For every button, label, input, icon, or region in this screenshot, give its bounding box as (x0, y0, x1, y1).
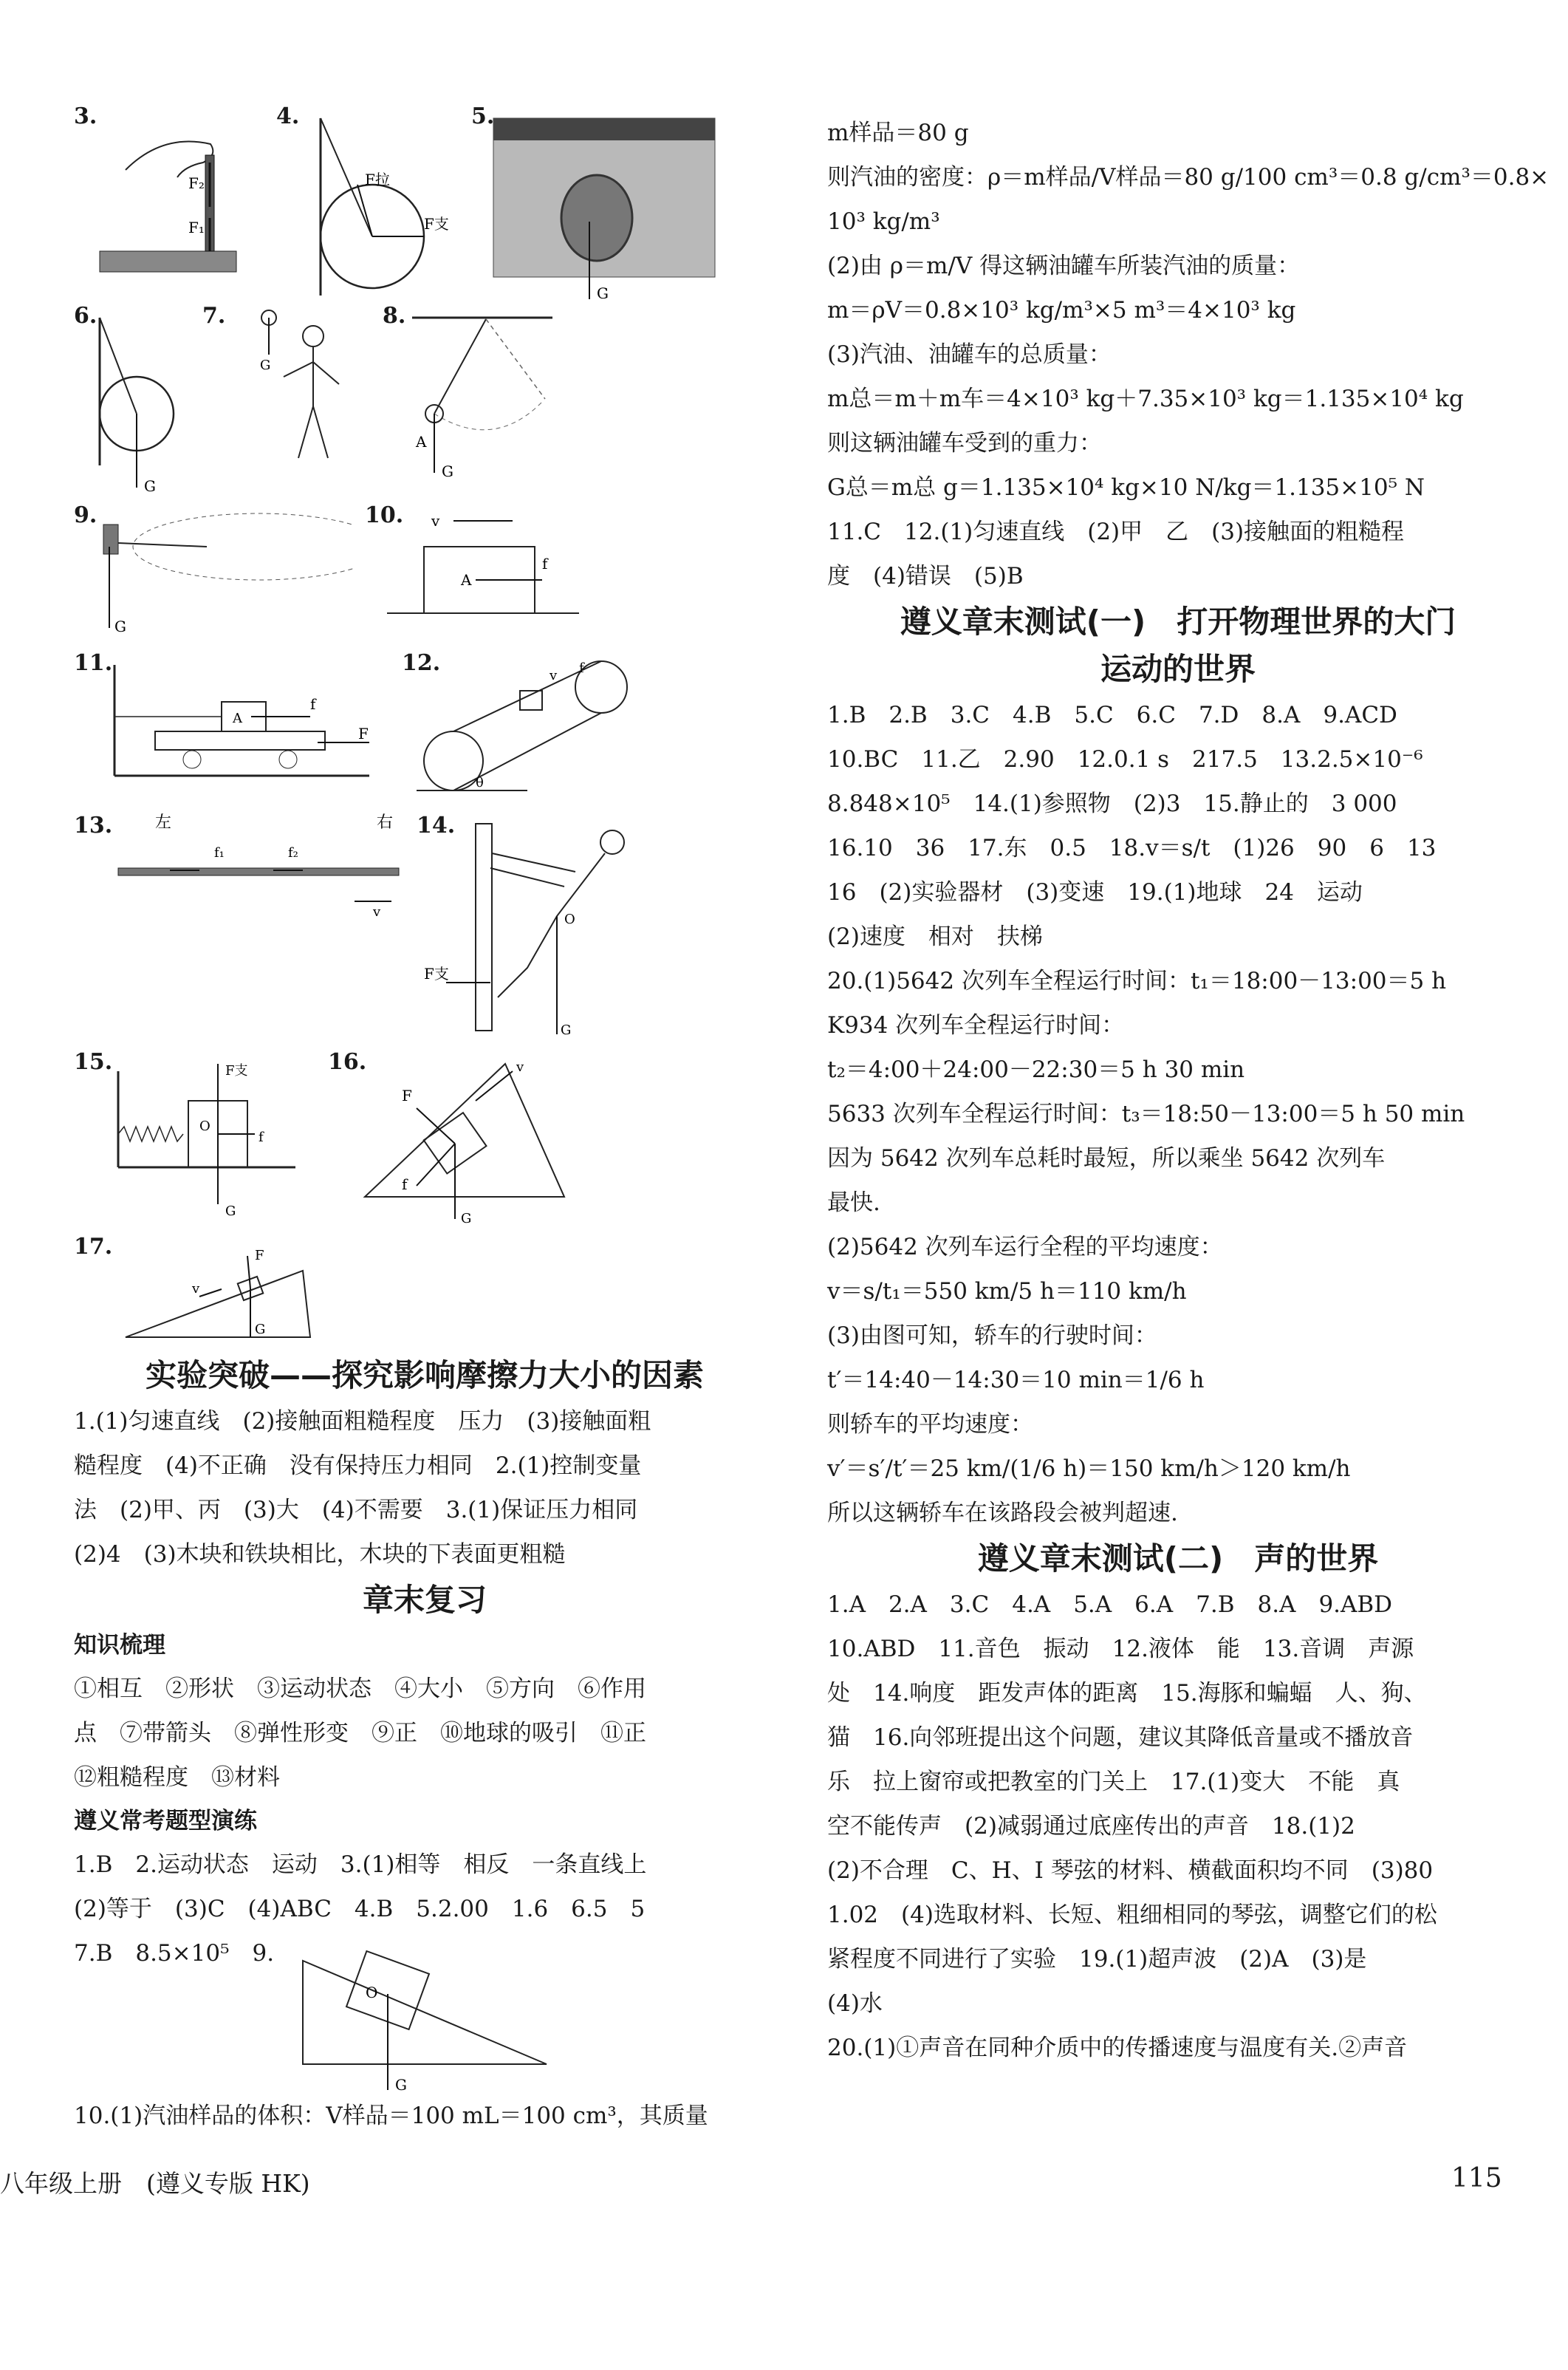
test-1-line: 20.(1)5642 次列车全程运行时间：t₁＝18:00－13:00＝5 h (827, 968, 1447, 994)
figure-practice-9 (288, 1946, 598, 2094)
practice-line: 1.B 2.运动状态 运动 3.(1)相等 相反 一条直线上 (74, 1851, 647, 1878)
answer-line: 11.C 12.(1)匀速直线 (2)甲 乙 (3)接触面的粗糙程 (827, 519, 1405, 545)
o-label-14: O (564, 912, 575, 927)
theta-label: θ (476, 775, 484, 790)
figure-9: 9. G (74, 502, 355, 643)
figure-17-diagram (74, 1234, 340, 1345)
f-la-label: F拉 (365, 171, 390, 188)
test-2-line: 处 14.响度 距发声体的距离 15.海豚和蝙蝠 人、狗、 (827, 1680, 1427, 1707)
figure-17: 17. F v G (74, 1234, 340, 1345)
f-label-12: f (579, 660, 584, 676)
test-1-line: 1.B 2.B 3.C 4.B 5.C 6.C 7.D 8.A 9.ACD (827, 702, 1397, 728)
test-2-line: 猫 16.向邻班提出这个问题，建议其降低音量或不播放音 (827, 1724, 1414, 1751)
test-1-line: K934 次列车全程运行时间： (827, 1012, 1125, 1039)
test-2-line: 1.A 2.A 3.C 4.A 5.A 6.A 7.B 8.A 9.ABD (827, 1591, 1393, 1618)
answer-line: (3)汽油、油罐车的总质量： (827, 341, 1112, 368)
test-1-line: 则轿车的平均速度： (827, 1411, 1033, 1438)
figure-12: 12. θ v f (402, 650, 646, 805)
figure-row-4 (74, 650, 776, 813)
figure-4-diagram (276, 103, 461, 296)
test-1-line: 所以这辆轿车在该路段会被判超速. (827, 1500, 1178, 1526)
f-zhi-label-4: F支 (424, 215, 449, 233)
test-1-line: t′＝14:40－14:30＝10 min＝1/6 h (827, 1367, 1205, 1393)
figure-15-diagram (74, 1049, 318, 1226)
v-label-13: v (373, 904, 381, 920)
practice-line: 7.B 8.5×10⁵ 9. (74, 1940, 275, 1967)
right-column (827, 111, 1550, 2070)
answer-line: m样品＝80 g (827, 120, 969, 146)
figure-8-diagram (383, 303, 575, 495)
figure-6: 6. G (74, 303, 192, 495)
v-label-10: v (431, 512, 440, 530)
answer-line: G总＝m总 g＝1.135×10⁴ kg×10 N/kg＝1.135×10⁵ N (827, 474, 1425, 501)
test-1-title: 遵义章末测试(一) 打开物理世界的大门 (900, 604, 1456, 640)
test-1-line: 10.BC 11.乙 2.90 12.0.1 s 217.5 13.2.5×10⁻⁶ (827, 746, 1423, 773)
test-1-line: v＝s/t₁＝550 km/5 h＝110 km/h (827, 1278, 1187, 1305)
figure-row-1 (74, 103, 776, 303)
f2-label: F₂ (188, 174, 205, 192)
knowledge-line: ①相互 ②形状 ③运动状态 ④大小 ⑤方向 ⑥作用 (74, 1676, 646, 1702)
figure-3-diagram (74, 103, 266, 296)
test-1-line: 16 (2)实验器材 (3)变速 19.(1)地球 24 运动 (827, 879, 1363, 906)
g-label-6: G (144, 477, 156, 495)
answer-line: 则汽油的密度：ρ＝m样品/V样品＝80 g/100 cm³＝0.8 g/cm³＝0.8× (827, 164, 1550, 191)
f-label-16: f (402, 1175, 408, 1193)
experiment-line: 1.(1)匀速直线 (2)接触面粗糙程度 压力 (3)接触面粗 (74, 1408, 651, 1435)
page-number: 115 (1451, 2163, 1502, 2193)
section-experiment-title: 实验突破——探究影响摩擦力大小的因素 (145, 1357, 704, 1393)
f1-label: F₁ (188, 219, 205, 236)
figure-7-diagram (202, 303, 372, 495)
g-label-p9: G (395, 2076, 407, 2094)
answer-line: (2)由 ρ＝m/V 得这辆油罐车所装汽油的质量： (827, 253, 1301, 279)
big-f-label-16: F (402, 1087, 412, 1104)
a-label-8: A (416, 433, 427, 451)
right-label: 右 (377, 813, 394, 832)
figure-5-photo (471, 103, 722, 303)
test-1-line: v′＝s′/t′＝25 km/(1/6 h)＝150 km/h＞120 km/h (827, 1455, 1351, 1482)
g-label-9: G (114, 618, 126, 635)
g-label-5: G (597, 284, 609, 302)
figure-11: 11. A f F (74, 650, 391, 805)
g-label-15: G (225, 1203, 236, 1219)
o-label-p9: O (366, 1984, 378, 2001)
test-2-line: (2)不合理 C、H、I 琴弦的材料、横截面积均不同 (3)80 (827, 1857, 1434, 1884)
test-1-subtitle: 运动的世界 (1100, 651, 1256, 687)
test-1-line: 因为 5642 次列车总耗时最短，所以乘坐 5642 次列车 (827, 1145, 1386, 1172)
practice-line: (2)等于 (3)C (4)ABC 4.B 5.2.00 1.6 6.5 5 (74, 1896, 646, 1922)
figure-13: 13. 左 右 f₁ f₂ v (74, 813, 406, 960)
f-label-10: f (542, 555, 548, 573)
test-1-line: (2)5642 次列车运行全程的平均速度： (827, 1234, 1223, 1260)
figure-4: 4. F拉 F支 (276, 103, 461, 296)
f-label-17: F (255, 1248, 264, 1263)
answer-line: 10³ kg/m³ (827, 208, 940, 235)
test-1-line: (2)速度 相对 扶梯 (827, 923, 1043, 950)
figure-16: 16. F f v G (328, 1049, 586, 1226)
f-zhi-label-14: F支 (424, 965, 449, 983)
answer-line: 则这辆油罐车受到的重力： (827, 430, 1102, 457)
experiment-line: 法 (2)甲、丙 (3)大 (4)不需要 3.(1)保证压力相同 (74, 1497, 638, 1523)
figure-5: 5. G (471, 103, 722, 303)
figure-row-5 (74, 813, 776, 1049)
a-label-10: A (461, 571, 472, 589)
figure-10: 10. v A f (365, 502, 586, 643)
practice-subtitle: 遵义常考题型演练 (74, 1808, 257, 1834)
left-column (74, 103, 776, 2138)
answer-line: 度 (4)错误 (5)B (827, 563, 1024, 590)
test-2-title: 遵义章末测试(二) 声的世界 (977, 1540, 1379, 1577)
g-label-17: G (255, 1322, 266, 1337)
left-label: 左 (155, 813, 172, 832)
experiment-line: (2)4 (3)木块和铁块相比，木块的下表面更粗糙 (74, 1541, 566, 1568)
answer-line: m＝ρV＝0.8×10³ kg/m³×5 m³＝4×10³ kg (827, 297, 1296, 324)
figure-9-diagram (74, 502, 355, 643)
g-label-7: G (260, 358, 271, 373)
figure-practice-9-diagram (288, 1946, 598, 2094)
test-2-line: (4)水 (827, 1990, 883, 2017)
section-review-title: 章末复习 (362, 1582, 487, 1618)
figure-row-7 (74, 1234, 776, 1352)
test-1-line: (3)由图可知，轿车的行驶时间： (827, 1322, 1157, 1349)
figure-11-diagram (74, 650, 391, 805)
big-f-label-11: F (358, 725, 369, 742)
figure-7: 7. G (202, 303, 372, 495)
f-label-11: f (310, 695, 316, 713)
g-label-16: G (461, 1211, 472, 1226)
figure-3: 3. F₁ F₂ (74, 103, 266, 296)
g-label-8: G (442, 462, 453, 480)
figure-14: 14. F支 O G (417, 813, 668, 1042)
test-1-line: 8.848×10⁵ 14.(1)参照物 (2)3 15.静止的 3 000 (827, 790, 1397, 817)
figure-13-diagram (74, 813, 406, 960)
test-2-line: 10.ABD 11.音色 振动 12.液体 能 13.音调 声源 (827, 1636, 1414, 1662)
figure-15: 15. F支 O f G (74, 1049, 318, 1226)
v-label-17: v (192, 1281, 200, 1297)
test-1-line: 16.10 36 17.东 0.5 18.v＝s/t (1)26 90 6 13 (827, 835, 1437, 861)
answer-line: m总＝m＋m车＝4×10³ kg＋7.35×10³ kg＝1.135×10⁴ kg (827, 386, 1464, 412)
o-label-15: O (199, 1119, 210, 1134)
knowledge-line: 点 ⑦带箭头 ⑧弹性形变 ⑨正 ⑩地球的吸引 ⑪正 (74, 1720, 646, 1746)
f-label-15: f (259, 1130, 264, 1145)
f-zhi-label-15: F支 (225, 1063, 248, 1079)
test-1-line: 5633 次列车全程运行时间：t₃＝18:50－13:00＝5 h 50 min (827, 1101, 1465, 1127)
test-2-line: 1.02 (4)选取材料、长短、粗细相同的琴弦，调整它们的松 (827, 1902, 1437, 1928)
test-2-line: 紧程度不同进行了实验 19.(1)超声波 (2)A (3)是 (827, 1946, 1367, 1973)
g-label-14: G (561, 1022, 572, 1038)
question-10-line: 10.(1)汽油样品的体积：V样品＝100 mL＝100 cm³，其质量 (74, 2103, 708, 2129)
figure-6-diagram (74, 303, 192, 495)
v-label-12: v (550, 668, 558, 683)
knowledge-subtitle: 知识梳理 (74, 1632, 165, 1659)
test-1-line: t₂＝4:00＋24:00－22:30＝5 h 30 min (827, 1056, 1245, 1083)
figure-14-diagram (417, 813, 668, 1042)
figure-16-diagram (328, 1049, 586, 1226)
test-1-line: 最快. (827, 1189, 880, 1216)
experiment-line: 糙程度 (4)不正确 没有保持压力相同 2.(1)控制变量 (74, 1452, 642, 1479)
figure-8: 8. A G (383, 303, 575, 495)
test-2-line: 乐 拉上窗帘或把教室的门关上 17.(1)变大 不能 真 (827, 1769, 1400, 1795)
f2-label-13: f₂ (288, 845, 298, 861)
v-label-16: v (516, 1059, 524, 1075)
test-2-line: 空不能传声 (2)减弱通过底座传出的声音 18.(1)2 (827, 1813, 1355, 1840)
figure-row-3 (74, 502, 776, 650)
figure-row-6 (74, 1049, 776, 1234)
knowledge-line: ⑫粗糙程度 ⑬材料 (74, 1764, 280, 1791)
a-label-11: A (233, 711, 242, 726)
test-2-line: 20.(1)①声音在同种介质中的传播速度与温度有关.②声音 (827, 2035, 1408, 2061)
f1-label-13: f₁ (214, 845, 225, 861)
figure-row-2 (74, 303, 776, 502)
footer-grade-label: 八年级上册 (遵义专版 HK) (0, 2169, 310, 2198)
